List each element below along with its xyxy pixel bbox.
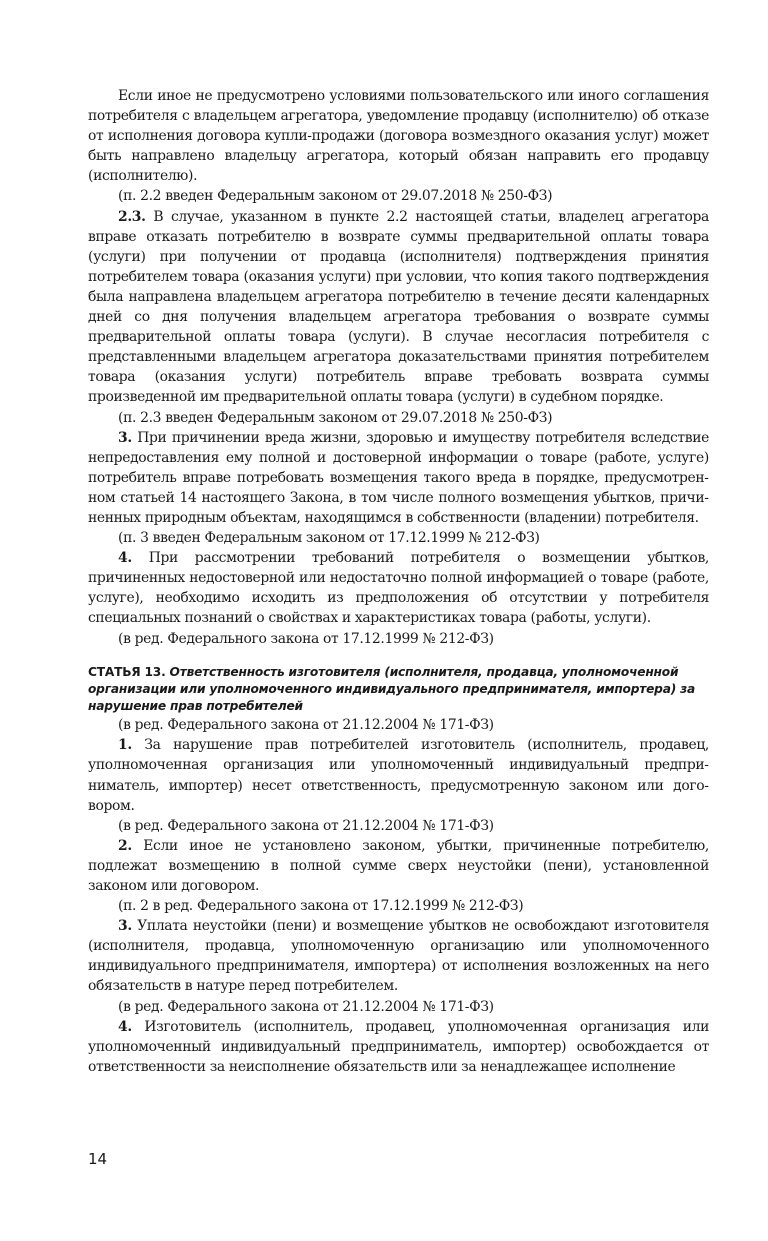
- amendment-note: (в ред. Федерального закона от 17.12.1999 № 212-ФЗ): [118, 630, 494, 647]
- paragraph-text: При причинении вреда жизни, здоровью и имуществу потребителя вследствие непредоставления ему полной и достоверной информации о товаре (работе, услуге) потребитель вправе потребовать возмещения такого вреда в порядке, предусмотренном статьей 14 настоящего Закона, в том числе полного возмещения убытков, причиненных природным объектам, находящимся в собственности (владении) потребителя.: [88, 429, 709, 526]
- document-body: [88, 86, 709, 1077]
- amendment-note: (п. 2 в ред. Федерального закона от 17.12.1999 № 212-ФЗ): [118, 898, 524, 915]
- amendment-note: (п. 2.3 введен Федеральным законом от 29.07.2018 № 250-ФЗ): [118, 409, 553, 426]
- paragraph: [88, 1017, 709, 1077]
- paragraph: [88, 916, 709, 996]
- paragraph-text: За нарушение прав потребителей изготовитель (исполнитель, продавец, уполномоченная организация или уполномоченный индивидуальный предприниматель, импортер) несет ответственность, предусмотренную законом или договором.: [88, 737, 709, 814]
- clause-number: 2.: [118, 837, 132, 854]
- article-number: СТАТЬЯ 13.: [88, 664, 166, 679]
- amendment-note: (п. 2.2 введен Федеральным законом от 29.07.2018 № 250-ФЗ): [118, 188, 553, 205]
- paragraph: [88, 735, 709, 815]
- clause-number: 4.: [118, 550, 132, 567]
- paragraph-text: При рассмотрении требований потребителя о возмещении убытков, причиненных недостоверной или недостаточно полной информацией о товаре (работе, услуге), необходимо исходить из предположения об отсутствии у потребителя специальных познаний о свойствах и характеристиках товара (работы, услуги).: [88, 550, 709, 627]
- clause-number: 2.3.: [118, 208, 146, 225]
- amendment-note: (п. 3 введен Федеральным законом от 17.12.1999 № 212-ФЗ): [118, 530, 540, 547]
- paragraph-text: В случае, указанном в пункте 2.2 настоящей статьи, владелец агрегатора вправе отказать потребителю в возврате суммы предварительной оплаты товара (услуги) при получении от продавца (исполнителя) подтверждения принятия потребителем товара (оказания услуги) при условии, что копия такого подтверждения была направлена владельцем агрегатора потребителю в течение десяти календарных дней со дня получения владельцем агрегатора требования о возврате суммы предварительной оплаты товара (услуги). В случае несогласия потребителя с представленными владельцем агрегатора доказательствами принятия потребителем товара (оказания услуги) потребитель вправе требовать возврата суммы произведенной им предварительной оплаты товара (услуги) в судебном порядке.: [88, 208, 709, 406]
- paragraph: [88, 86, 709, 186]
- clause-number: 1.: [118, 737, 132, 754]
- paragraph: [88, 207, 709, 408]
- article-title: Ответственность изготовителя (исполнителя, продавца, уполномоченной организации или уполномоченного индивидуального предпринимателя, импортера) за нарушение прав потребителей: [88, 664, 696, 714]
- paragraph: [88, 428, 709, 528]
- paragraph-text: Если иное не установлено законом, убытки, причиненные потребителю, подлежат возмещению в полной сумме сверх неустойки (пени), установленной законом или договором.: [88, 837, 709, 894]
- amendment-note: (в ред. Федерального закона от 21.12.2004 № 171-ФЗ): [118, 717, 494, 734]
- page-number: 14: [88, 1150, 108, 1168]
- clause-number: 3.: [118, 918, 132, 935]
- paragraph: [88, 836, 709, 896]
- article-heading: [88, 664, 709, 716]
- paragraph-text: Если иное не предусмотрено условиями пользовательского или иного соглашения потребителя с владельцем агрегатора, уведомление продавцу (исполнителю) об отказе от исполнения договора купли-продажи (договора возмездного оказания услуг) может быть направлено владельцу агрегатора, который обязан направить его продавцу (исполнителю).: [88, 88, 709, 185]
- paragraph-text: Изготовитель (исполнитель, продавец, уполномоченная организация или уполномоченный индивидуальный предприниматель, импортер) освобождается от ответственности за неисполнение обязательств или за ненадлежащее исполнение: [88, 1018, 709, 1075]
- clause-number: 3.: [118, 429, 132, 446]
- amendment-note: (в ред. Федерального закона от 21.12.2004 № 171-ФЗ): [118, 998, 494, 1015]
- paragraph-text: Уплата неустойки (пени) и возмещение убытков не освобождают изготовителя (исполнителя, продавца, уполномоченную организацию или уполномоченного индивидуального предпринимателя, импортера) от исполнения возложенных на него обязательств в натуре перед потребителем.: [88, 918, 709, 995]
- paragraph: [88, 548, 709, 628]
- amendment-note: (в ред. Федерального закона от 21.12.2004 № 171-ФЗ): [118, 817, 494, 834]
- clause-number: 4.: [118, 1018, 132, 1035]
